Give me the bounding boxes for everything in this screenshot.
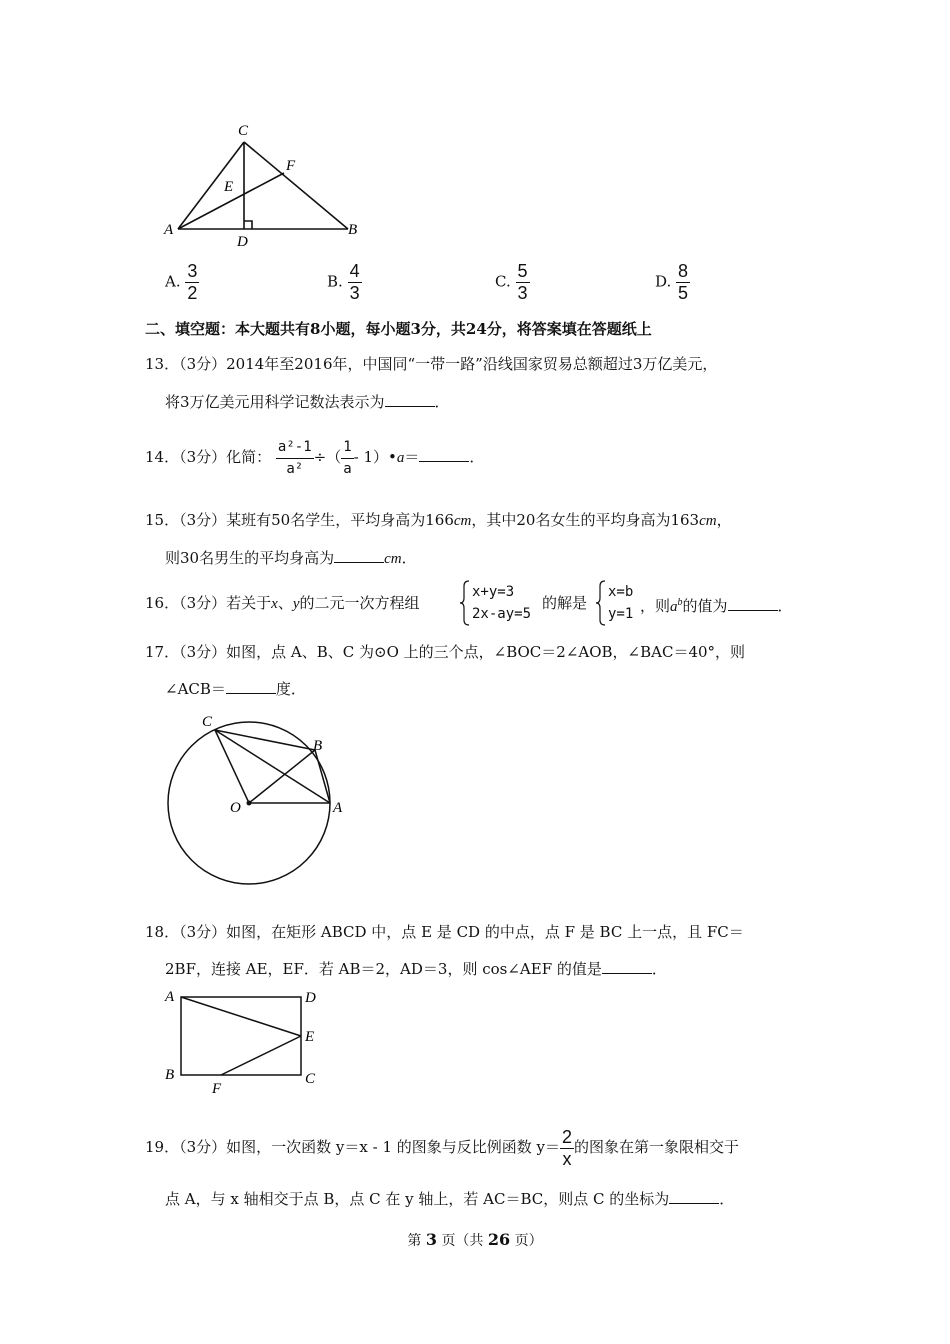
option-c-fraction: $\frac{5}{3}$	[517, 261, 528, 303]
q19-fraction: $\frac{2}{x}$	[562, 1126, 573, 1169]
answer-blank[interactable]	[226, 679, 276, 694]
answer-blank[interactable]	[419, 447, 469, 462]
page-footer: 第 3 页（共 26 页）	[407, 1230, 543, 1249]
q14-fraction-2: $\frac{1}{a}$	[343, 438, 352, 477]
triangle-figure	[160, 118, 370, 253]
q18-line1: 18．（3分）如图，在矩形 ABCD 中，点 E 是 CD 的中点，点 F 是 BC 上一点，且 FC＝	[145, 923, 744, 941]
q14: 14．（3分）化简： $\frac{\text{a²-1}}{\text{a²}}$ ÷（ $\frac{1}{a}$ - 1）•a＝ ．	[145, 435, 484, 480]
q16-system-1: x+y=3 2x-ay=5	[472, 584, 532, 622]
label-c: C	[238, 123, 249, 139]
option-c: C. $\frac{5}{3}$	[495, 261, 528, 303]
section-heading: 二、填空题：本大题共有8小题，每小题3分，共24分，将答案填在答题纸上	[145, 320, 652, 338]
option-a: A. $\frac{3}{2}$	[165, 261, 198, 303]
q13-line1: 13．（3分）2014年至2016年，中国同“一带一路”沿线国家贸易总额超过3万亿美元，	[145, 355, 718, 373]
label-c: C	[202, 714, 213, 730]
q15-line1: 15．（3分）某班有50名学生，平均身高为166cm，其中20名女生的平均身高为163cm，	[145, 511, 732, 529]
q13-line2: 将3万亿美元用科学记数法表示为 ．	[165, 393, 450, 411]
label-e: E	[305, 1029, 315, 1045]
option-d-fraction: $\frac{8}{5}$	[678, 261, 689, 303]
label-b: B	[348, 222, 358, 238]
label-o: O	[230, 800, 241, 816]
circle-figure	[160, 708, 360, 893]
answer-blank[interactable]	[385, 392, 435, 407]
answer-blank[interactable]	[728, 596, 778, 611]
label-a: A	[165, 989, 175, 1005]
answer-blank[interactable]	[334, 548, 384, 563]
q16-system-2: x=b y=1	[608, 584, 634, 622]
label-a: A	[164, 222, 174, 238]
label-e: E	[224, 179, 234, 195]
label-f: F	[286, 158, 296, 174]
q19-line2: 点 A，与 x 轴相交于点 B，点 C 在 y 轴上，若 AC＝BC，则点 C 的坐标为 ．	[165, 1190, 735, 1208]
label-b: B	[165, 1067, 175, 1083]
rectangle-figure	[160, 985, 335, 1100]
q17-line2: ∠ACB＝ 度．	[165, 680, 306, 698]
option-b: B. $\frac{4}{3}$	[327, 261, 360, 303]
q16-brace-1	[460, 580, 470, 626]
label-c: C	[305, 1071, 316, 1087]
q18-line2: 2BF，连接 AE，EF．若 AB＝2，AD＝3，则 cos∠AEF 的值是 ．	[165, 960, 667, 978]
label-b: B	[313, 738, 323, 754]
answer-blank[interactable]	[602, 959, 652, 974]
label-f: F	[212, 1081, 222, 1097]
q14-fraction-1: $\frac{\text{a²-1}}{\text{a²}}$	[277, 438, 312, 477]
q17-line1: 17．（3分）如图，点 A、B、C 为⊙O 上的三个点，∠BOC＝2∠AOB，∠BAC＝40°，则	[145, 643, 746, 661]
q15-line2: 则30名男生的平均身高为 cm．	[165, 549, 417, 567]
option-a-fraction: $\frac{3}{2}$	[187, 261, 198, 303]
answer-blank[interactable]	[669, 1189, 719, 1204]
label-a: A	[333, 800, 343, 816]
option-b-fraction: $\frac{4}{3}$	[349, 261, 360, 303]
q19-line1: 19．（3分）如图，一次函数 y＝x - 1 的图象与反比例函数 y＝ $\frac{2}{x}$ 的图象在第一象限相交于	[145, 1126, 740, 1169]
option-d: D. $\frac{8}{5}$	[655, 261, 689, 303]
q16-brace-2	[596, 580, 606, 626]
label-d: D	[305, 990, 316, 1006]
label-d: D	[237, 234, 248, 250]
